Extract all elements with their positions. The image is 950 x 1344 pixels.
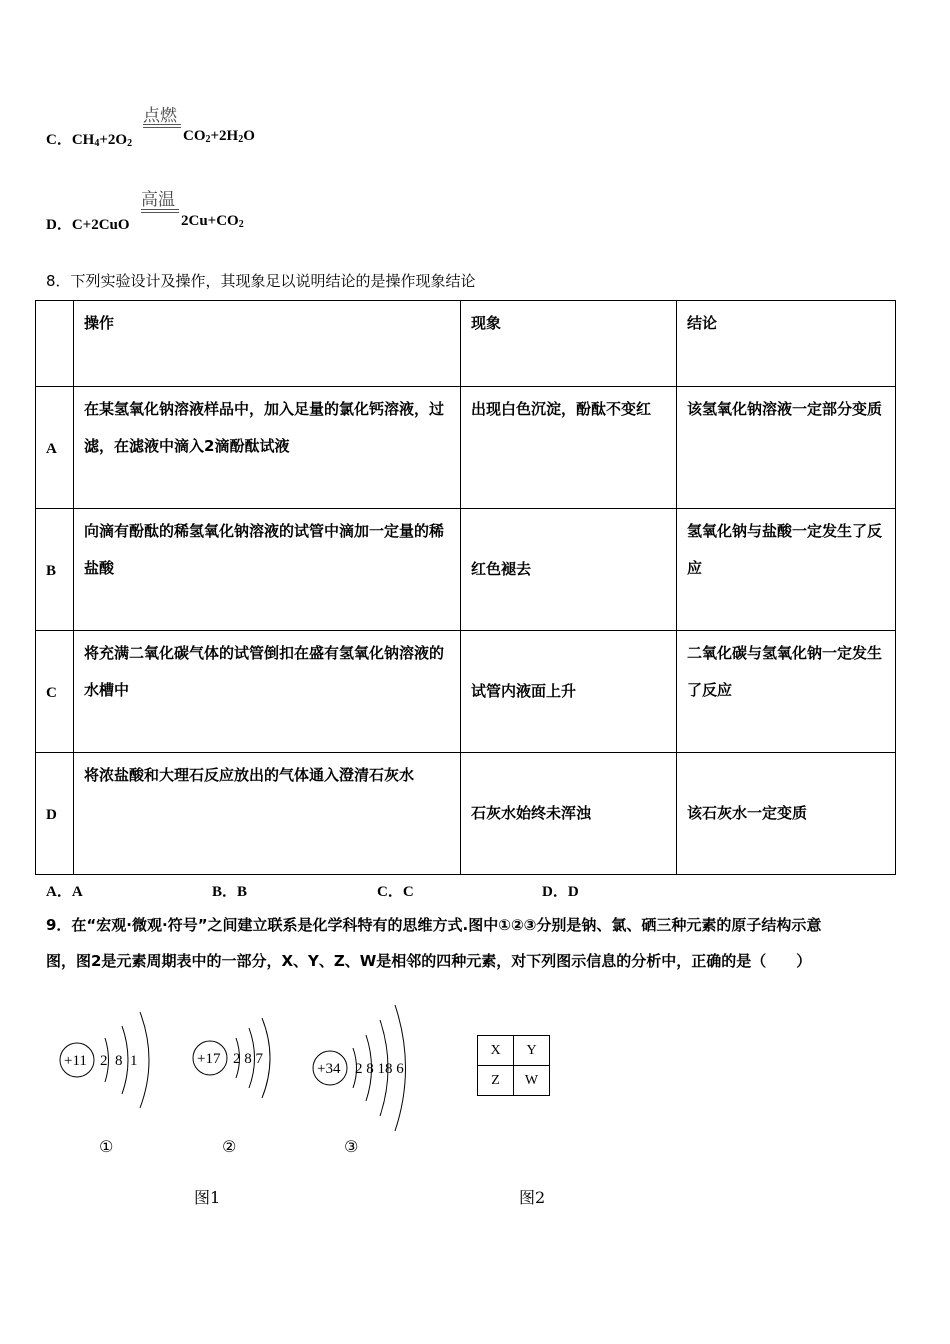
atom2-shells: 2 8 7 <box>233 1051 263 1067</box>
header-operation: 操作 <box>74 301 461 387</box>
row-label: C <box>36 631 74 753</box>
row-operation: 将充满二氧化碳气体的试管倒扣在盛有氢氧化钠溶液的水槽中 <box>74 631 461 753</box>
option-c-condition: 点燃 <box>143 106 177 126</box>
option-d-label: D． <box>46 217 72 233</box>
atom-structure-figure <box>50 990 430 1165</box>
option-c-reactants: $CH_4+2O_2$ <box>71 132 133 149</box>
q8-choice-a[interactable]: A．A <box>46 884 83 900</box>
row-label: D <box>36 753 74 875</box>
atom3-nucleus: +34 <box>317 1061 341 1077</box>
atom1-shells: 2 8 1 <box>100 1053 138 1069</box>
q9-stem-line2: 图，图2是元素周期表中的一部分，X、Y、Z、W是相邻的四种元素，对下列图示信息的分析中，正确的是（ ） <box>46 952 812 970</box>
q8-table <box>35 300 896 875</box>
element-y: Y <box>514 1036 550 1066</box>
electron-shell-arc <box>140 1012 149 1108</box>
option-d-products: $2Cu+CO_2$ <box>181 213 244 230</box>
row-operation: 向滴有酚酞的稀氢氧化钠溶液的试管中滴加一定量的稀盐酸 <box>74 509 461 631</box>
q8-choice-b[interactable]: B．B <box>212 884 248 900</box>
option-d <box>46 213 130 234</box>
row-operation: 在某氢氧化钠溶液样品中，加入足量的氯化钙溶液，过滤，在滤液中滴入2滴酚酞试液 <box>74 387 461 509</box>
option-c-equals-sign <box>143 124 181 128</box>
periodic-table-fragment <box>477 1035 550 1096</box>
row-phenomenon: 出现白色沉淀，酚酞不变红 <box>461 387 677 509</box>
row-phenomenon: 试管内液面上升 <box>461 631 677 753</box>
figure-2-caption: 图2 <box>519 1188 546 1207</box>
atom2-nucleus: +17 <box>197 1051 221 1067</box>
atom2-mark: ② <box>222 1137 237 1156</box>
row-conclusion: 二氧化碳与氢氧化钠一定发生了反应 <box>677 631 896 753</box>
row-phenomenon: 红色褪去 <box>461 509 677 631</box>
element-w: W <box>514 1066 550 1096</box>
q8-choice-d[interactable]: D．D <box>542 884 579 900</box>
option-d-equals-sign <box>141 209 179 213</box>
option-d-condition: 高温 <box>141 190 175 210</box>
option-d-reactants: C+2CuO <box>71 217 130 233</box>
atom1-nucleus: +11 <box>64 1053 87 1069</box>
header-phenomenon: 现象 <box>461 301 677 387</box>
row-conclusion: 该石灰水一定变质 <box>677 753 896 875</box>
atom3-mark: ③ <box>344 1137 359 1156</box>
table-header-row <box>36 301 896 387</box>
row-operation: 将浓盐酸和大理石反应放出的气体通入澄清石灰水 <box>74 753 461 875</box>
option-c-products: $CO_2+2H_2O$ <box>183 128 255 145</box>
element-x: X <box>478 1036 514 1066</box>
atom3-shells: 2 8 18 6 <box>355 1061 404 1077</box>
electron-shell-arc <box>262 1018 270 1098</box>
table-row <box>36 753 896 875</box>
figure-1-caption: 图1 <box>194 1188 221 1207</box>
row-conclusion: 氢氧化钠与盐酸一定发生了反应 <box>677 509 896 631</box>
table-row <box>36 509 896 631</box>
option-c <box>46 128 132 149</box>
row-conclusion: 该氢氧化钠溶液一定部分变质 <box>677 387 896 509</box>
table-row <box>36 387 896 509</box>
table-row <box>36 631 896 753</box>
row-label: A <box>36 387 74 509</box>
atom1-mark: ① <box>99 1137 114 1156</box>
q9-stem-line1: 9．在“宏观·微观·符号”之间建立联系是化学科特有的思维方式.图中①②③分别是钠、氯、硒三种元素的原子结构示意 <box>46 916 822 934</box>
option-c-label: C． <box>46 132 72 148</box>
header-blank-cell <box>36 301 74 387</box>
header-conclusion: 结论 <box>677 301 896 387</box>
row-label: B <box>36 509 74 631</box>
row-phenomenon: 石灰水始终未浑浊 <box>461 753 677 875</box>
element-z: Z <box>478 1066 514 1096</box>
q8-stem: 8．下列实验设计及操作，其现象足以说明结论的是操作现象结论 <box>46 272 476 290</box>
q8-choice-c[interactable]: C．C <box>377 884 414 900</box>
